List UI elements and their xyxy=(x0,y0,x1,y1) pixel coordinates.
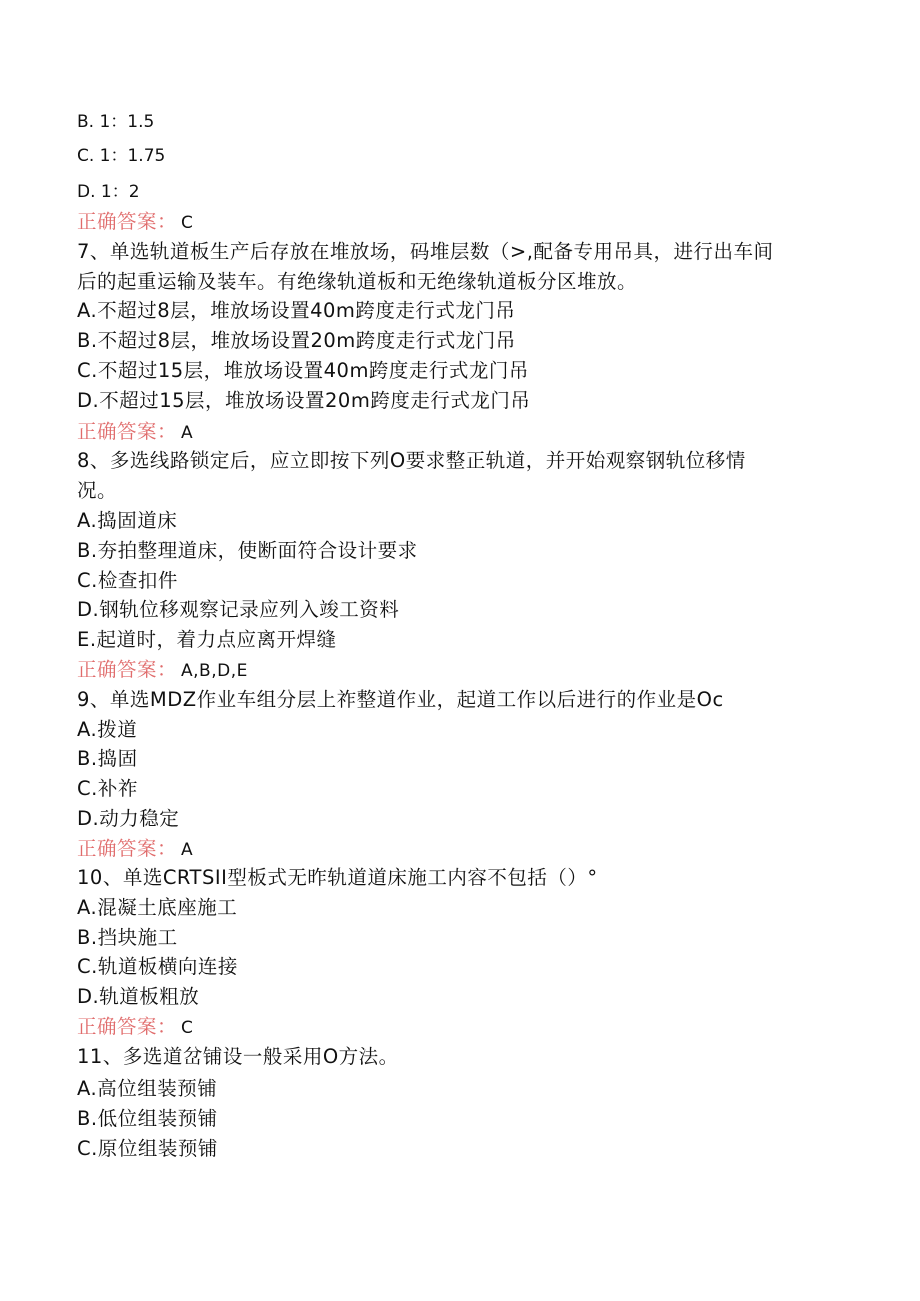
q6-option-c: C. 1：1.75 xyxy=(77,146,166,166)
q10-option-c: C.轨道板横向连接 xyxy=(77,955,238,978)
q9-stem: 9、单选MDZ作业车组分层上祚整道作业，起道工作以后进行的作业是Oc xyxy=(77,688,724,711)
q9-option-a: A.拨道 xyxy=(77,718,138,741)
q10-answer xyxy=(77,1013,193,1042)
q6-option-b: B. 1：1.5 xyxy=(77,112,155,132)
q8-option-a: A.捣固道床 xyxy=(77,509,178,532)
q7-stem-line-1: 7、单选轨道板生产后存放在堆放场，码堆层数（>,配备专用吊具，进行出车间 xyxy=(77,240,774,263)
q11-option-b: B.低位组装预铺 xyxy=(77,1107,218,1130)
q7-answer xyxy=(77,418,193,447)
q9-option-b: B.捣固 xyxy=(77,747,138,770)
answer-value: C xyxy=(181,213,194,233)
q8-option-d: D.钢轨位移观察记录应列入竣工资料 xyxy=(77,598,400,621)
q10-stem: 10、单选CRTSII型板式无昨轨道道床施工内容不包括（）° xyxy=(77,866,598,889)
answer-label: 正确答案： xyxy=(77,1015,178,1038)
q11-option-a: A.高位组装预铺 xyxy=(77,1077,218,1100)
q8-stem-line-1: 8、多选线路锁定后，应立即按下列O要求整正轨道，并开始观察钢轨位移情 xyxy=(77,449,746,472)
answer-label: 正确答案： xyxy=(77,658,178,681)
q8-stem-line-2: 况。 xyxy=(77,479,118,502)
q8-option-e: E.起道时，着力点应离开焊缝 xyxy=(77,628,337,651)
q6-answer xyxy=(77,208,193,237)
answer-value: A xyxy=(181,840,194,860)
q8-option-b: B.夯拍整理道床，使断面符合设计要求 xyxy=(77,539,418,562)
q9-option-c: C.补祚 xyxy=(77,777,138,800)
answer-label: 正确答案： xyxy=(77,210,178,233)
answer-value: A xyxy=(181,423,194,443)
q7-option-d: D.不超过15层，堆放场设置20m跨度走行式龙门吊 xyxy=(77,389,531,412)
q6-option-d: D. 1：2 xyxy=(77,182,140,202)
q9-option-d: D.动力稳定 xyxy=(77,807,180,830)
q8-option-c: C.检查扣件 xyxy=(77,569,178,592)
q10-option-b: B.挡块施工 xyxy=(77,926,178,949)
q10-option-d: D.轨道板粗放 xyxy=(77,985,200,1008)
q7-stem-line-2: 后的起重运输及装车。有绝缘轨道板和无绝缘轨道板分区堆放。 xyxy=(77,270,638,293)
q10-option-a: A.混凝土底座施工 xyxy=(77,896,238,919)
answer-value: A,B,D,E xyxy=(181,661,248,681)
q11-option-c: C.原位组装预铺 xyxy=(77,1137,218,1160)
answer-label: 正确答案： xyxy=(77,837,178,860)
answer-label: 正确答案： xyxy=(77,420,178,443)
q8-answer xyxy=(77,656,248,685)
answer-value: C xyxy=(181,1018,194,1038)
q9-answer xyxy=(77,835,193,864)
q7-option-c: C.不超过15层，堆放场设置40m跨度走行式龙门吊 xyxy=(77,359,529,382)
q7-option-a: A.不超过8层，堆放场设置40m跨度走行式龙门吊 xyxy=(77,299,516,322)
q11-stem: 11、多选道岔铺设一般采用O方法。 xyxy=(77,1045,399,1068)
q7-option-b: B.不超过8层，堆放场设置20m跨度走行式龙门吊 xyxy=(77,329,516,352)
